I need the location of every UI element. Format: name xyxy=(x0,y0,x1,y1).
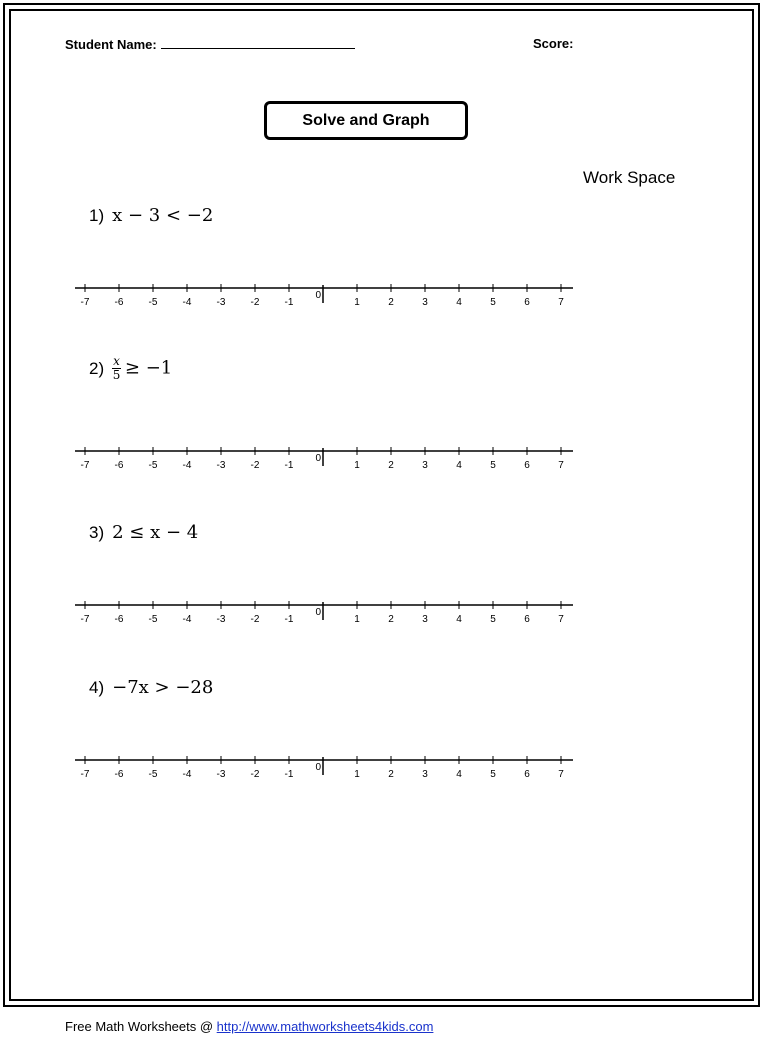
number-line-2[interactable] xyxy=(0,443,768,483)
number-line-1[interactable] xyxy=(0,280,768,320)
problem-4 xyxy=(89,677,213,698)
problem-2 xyxy=(89,355,172,382)
number-line-tick-label: 2 xyxy=(388,614,394,625)
number-line-tick-label: 4 xyxy=(456,460,462,471)
problem-expression: ≥ −1 xyxy=(124,357,173,379)
number-line-tick-label: 3 xyxy=(422,460,428,471)
number-line-tick-label: 7 xyxy=(558,297,564,308)
problem-number: 2) xyxy=(89,358,105,378)
number-line-tick-label: 2 xyxy=(388,297,394,308)
number-line-tick-label: 7 xyxy=(558,614,564,625)
footer-link[interactable]: http://www.mathworksheets4kids.com xyxy=(216,1019,434,1034)
number-line-tick-label: -1 xyxy=(284,769,294,780)
work-space-label: Work Space xyxy=(583,168,676,187)
number-line-tick-label: 6 xyxy=(524,769,530,780)
footer-text: Free Math Worksheets @ xyxy=(65,1019,217,1034)
number-line-tick-label: 1 xyxy=(354,460,360,471)
number-line-tick-label: 2 xyxy=(388,769,394,780)
number-line-tick-label: -6 xyxy=(114,297,124,308)
number-line-tick-label: -3 xyxy=(216,614,226,625)
number-line-tick-label: -2 xyxy=(250,460,260,471)
number-line-tick-label: 3 xyxy=(422,769,428,780)
number-line-tick-label: -7 xyxy=(80,614,90,625)
problem-expression: −7x > −28 xyxy=(112,677,214,698)
number-line-tick-label: 4 xyxy=(456,769,462,780)
problem-expression: 2 ≤ x − 4 xyxy=(112,522,199,543)
number-line-tick-label: 6 xyxy=(524,460,530,471)
problem-1 xyxy=(89,205,213,226)
number-line-tick-label: 1 xyxy=(354,297,360,308)
number-line-tick-label: -4 xyxy=(182,769,192,780)
number-line-tick-label: -4 xyxy=(182,297,192,308)
number-line-tick-label: 5 xyxy=(490,614,496,625)
page-border-inner xyxy=(9,9,754,1001)
number-line-tick-label: 0 xyxy=(315,453,321,464)
number-line-tick-label: -7 xyxy=(80,297,90,308)
fraction-denominator: 5 xyxy=(112,368,121,382)
number-line-tick-label: -6 xyxy=(114,769,124,780)
worksheet-title: Solve and Graph xyxy=(302,111,430,129)
number-line-tick-label: -1 xyxy=(284,614,294,625)
number-line-tick-label: -6 xyxy=(114,614,124,625)
number-line-tick-label: 7 xyxy=(558,460,564,471)
number-line-tick-label: 7 xyxy=(558,769,564,780)
footer xyxy=(65,1019,433,1034)
number-line-tick-label: -3 xyxy=(216,297,226,308)
number-line-tick-label: 0 xyxy=(315,762,321,773)
number-line-tick-label: 1 xyxy=(354,769,360,780)
number-line-tick-label: -1 xyxy=(284,460,294,471)
number-line-3[interactable] xyxy=(0,597,768,637)
number-line-tick-label: 5 xyxy=(490,769,496,780)
student-name-label: Student Name: xyxy=(65,37,157,52)
student-name-line[interactable] xyxy=(161,36,355,49)
number-line-tick-label: -4 xyxy=(182,614,192,625)
problem-expression: x − 3 < −2 xyxy=(112,205,214,226)
number-line-tick-label: 4 xyxy=(456,297,462,308)
fraction xyxy=(112,355,121,382)
number-line-tick-label: 6 xyxy=(524,297,530,308)
number-line-tick-label: 3 xyxy=(422,614,428,625)
number-line-tick-label: -5 xyxy=(148,769,158,780)
number-line-tick-label: -1 xyxy=(284,297,294,308)
problem-number: 1) xyxy=(89,206,105,225)
number-line-tick-label: -7 xyxy=(80,460,90,471)
number-line-tick-label: -3 xyxy=(216,769,226,780)
number-line-tick-label: 5 xyxy=(490,460,496,471)
number-line-tick-label: 4 xyxy=(456,614,462,625)
number-line-tick-label: -2 xyxy=(250,614,260,625)
problem-3 xyxy=(89,522,198,543)
number-line-tick-label: -4 xyxy=(182,460,192,471)
problem-number: 4) xyxy=(89,678,105,697)
problem-number: 3) xyxy=(89,523,105,542)
number-line-4[interactable] xyxy=(0,752,768,792)
number-line-tick-label: -5 xyxy=(148,297,158,308)
student-name-field xyxy=(65,36,355,52)
number-line-tick-label: -6 xyxy=(114,460,124,471)
fraction-numerator: x xyxy=(113,354,120,368)
number-line-tick-label: -5 xyxy=(148,614,158,625)
number-line-tick-label: 1 xyxy=(354,614,360,625)
number-line-tick-label: 5 xyxy=(490,297,496,308)
number-line-tick-label: 0 xyxy=(315,607,321,618)
number-line-tick-label: -3 xyxy=(216,460,226,471)
score-label: Score: xyxy=(533,36,574,51)
worksheet-title-box xyxy=(264,101,468,140)
number-line-tick-label: 2 xyxy=(388,460,394,471)
number-line-tick-label: 0 xyxy=(315,290,321,301)
number-line-tick-label: 3 xyxy=(422,297,428,308)
number-line-tick-label: 6 xyxy=(524,614,530,625)
number-line-tick-label: -2 xyxy=(250,297,260,308)
number-line-tick-label: -2 xyxy=(250,769,260,780)
number-line-tick-label: -7 xyxy=(80,769,90,780)
number-line-tick-label: -5 xyxy=(148,460,158,471)
